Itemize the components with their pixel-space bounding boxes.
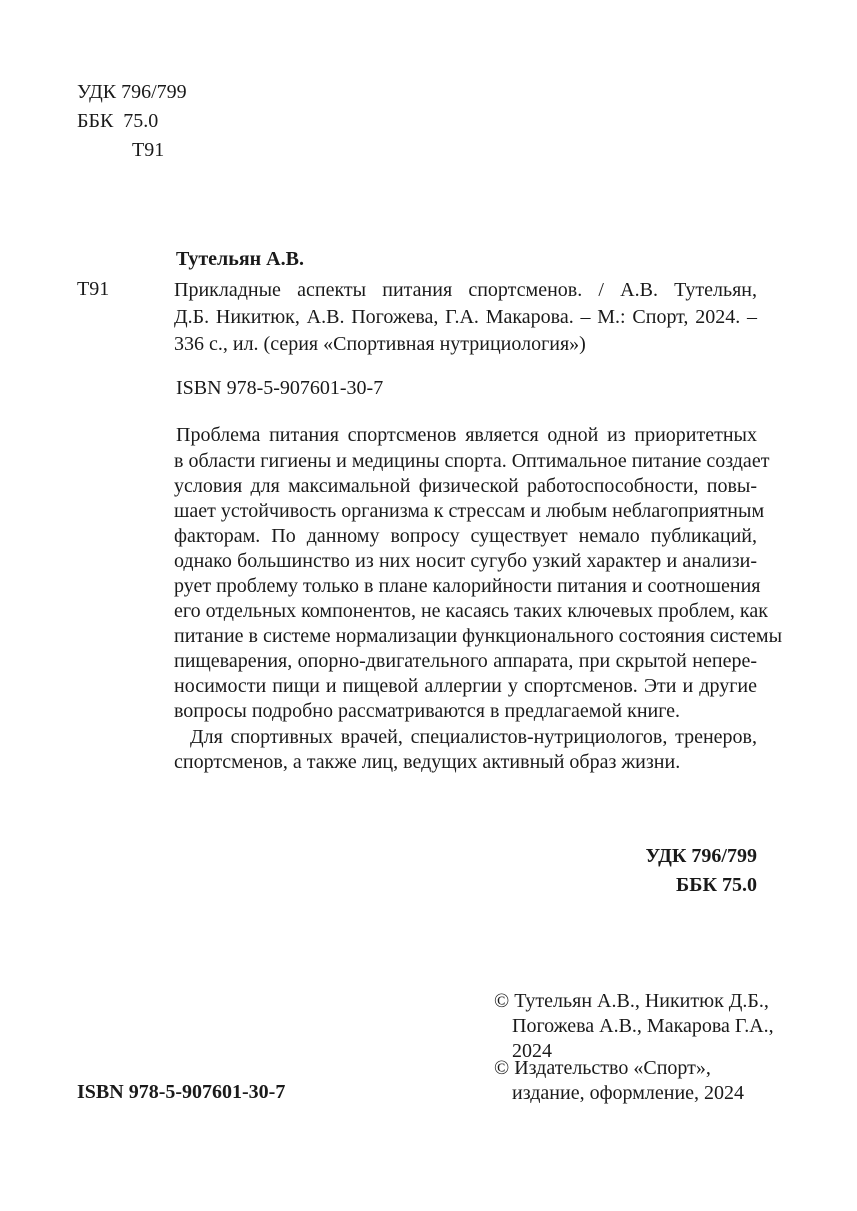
annotation-line: пищеварения, опорно-двигательного аппарата, при скрытой непере- <box>174 650 757 672</box>
udk-code-top: УДК 796/799 <box>77 81 187 103</box>
record-description-line: Д.Б. Никитюк, А.В. Погожева, Г.А. Макарова. – М.: Спорт, 2024. – <box>174 306 757 328</box>
annotation-line: рует проблему только в плане калорийности питания и соотношения <box>174 575 761 597</box>
annotation-line: факторам. По данному вопросу существует немало публикаций, <box>174 525 757 547</box>
copyright-line: © Тутельян А.В., Никитюк Д.Б., <box>494 990 769 1012</box>
record-isbn: ISBN 978-5-907601-30-7 <box>176 377 384 399</box>
bbk-code-top: ББК 75.0 <box>77 110 159 132</box>
copyright-line: © Издательство «Спорт», <box>494 1057 711 1079</box>
annotation-line: шает устойчивость организма к стрессам и любым неблагоприятным <box>174 500 765 522</box>
annotation-line: его отдельных компонентов, не касаясь таких ключевых проблем, как <box>174 600 768 622</box>
bbk-code-right: ББК 75.0 <box>676 874 757 896</box>
annotation-line: вопросы подробно рассматриваются в предлагаемой книге. <box>174 700 681 722</box>
audience-line: Для спортивных врачей, специалистов-нутрициологов, тренеров, <box>190 726 757 748</box>
bottom-isbn: ISBN 978-5-907601-30-7 <box>77 1081 286 1103</box>
annotation-line: однако большинство из них носит сугубо узкий характер и анализи- <box>174 550 757 572</box>
record-mark: Т91 <box>77 278 110 300</box>
copyright-line: 2024 <box>512 1040 552 1062</box>
record-description-line: 336 с., ил. (серия «Спортивная нутрициология») <box>174 333 586 355</box>
annotation-line: в области гигиены и медицины спорта. Оптимальное питание создает <box>174 450 770 472</box>
annotation-line: Проблема питания спортсменов является одной из приоритетных <box>176 424 757 446</box>
annotation-line: питание в системе нормализации функционального состояния системы <box>174 625 783 647</box>
copyright-line: Погожева А.В., Макарова Г.А., <box>512 1015 774 1037</box>
annotation-line: условия для максимальной физической работоспособности, повы- <box>174 475 757 497</box>
record-description-line: Прикладные аспекты питания спортсменов. / А.В. Тутельян, <box>174 279 757 301</box>
author-mark-top: Т91 <box>132 139 165 161</box>
copyright-line: издание, оформление, 2024 <box>512 1082 745 1104</box>
udk-code-right: УДК 796/799 <box>645 845 757 867</box>
record-author: Тутельян А.В. <box>176 248 304 270</box>
annotation-line: носимости пищи и пищевой аллергии у спортсменов. Эти и другие <box>174 675 757 697</box>
audience-line: спортсменов, а также лиц, ведущих активный образ жизни. <box>174 751 681 773</box>
